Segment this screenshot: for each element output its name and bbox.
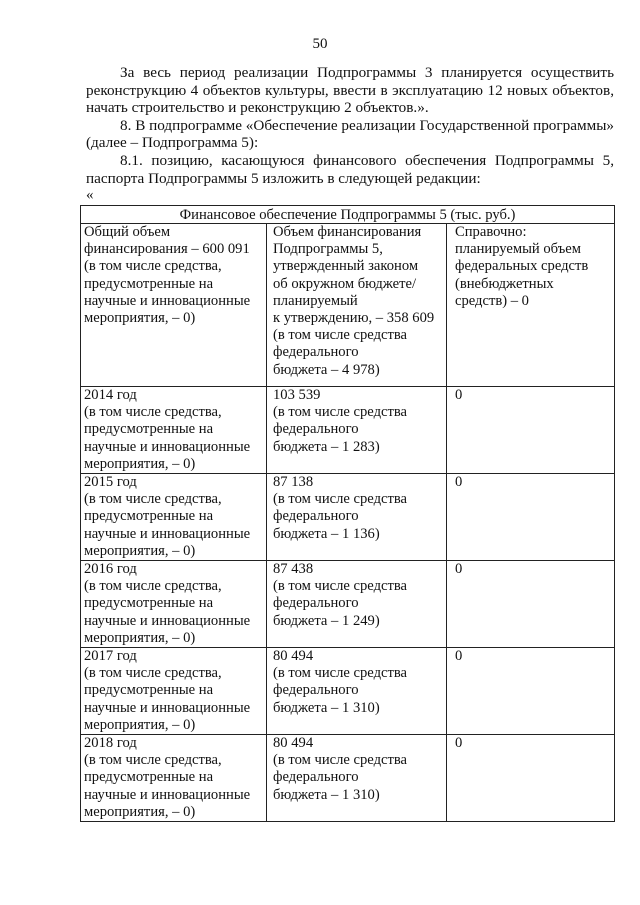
cell-text-line: бюджета – 1 249) [273,612,380,629]
approved-funding-cell [267,224,447,387]
cell-text-line: (в том числе средства, [84,491,222,508]
cell-text-line: 2018 год [84,735,137,752]
cell-text-line: (в том числе средства [273,404,408,421]
cell-text-line: 80 494 [273,735,314,752]
cell-text-line: Справочно: [455,224,527,240]
cell-text-line: финансирования – 600 091 [84,241,250,258]
cell-text-line: 2015 год [84,474,137,491]
amount-cell [267,474,447,561]
cell-text-line: федерального [273,682,359,699]
paragraph-line: 8.1. позицию, касающуюся финансового обеспечения Подпрограммы 5, [120,151,614,169]
cell-text-line: об окружном бюджете/ [273,275,417,292]
cell-text-line: федерального [273,421,359,438]
cell-text-line: предусмотренные на [84,595,214,612]
cell-text-line: Общий объем [84,224,171,240]
cell-text-line: мероприятия, – 0) [84,455,196,472]
paragraph-line: паспорта Подпрограммы 5 изложить в следующей редакции: [86,169,481,187]
cell-text-line: 0 [455,387,463,403]
document-body [86,64,614,187]
table-row-total [81,224,615,387]
cell-text-line: (в том числе средства, [84,665,222,682]
cell-text-line: бюджета – 1 136) [273,525,380,542]
cell-text-line: предусмотренные на [84,275,214,292]
table-row [81,474,615,561]
cell-text-line: федерального [273,344,359,361]
year-cell [81,474,267,561]
cell-text-line: (в том числе средства [273,491,408,508]
reference-cell [447,387,615,474]
cell-text-line: федерального [273,508,359,525]
cell-text-line: 2017 год [84,648,137,665]
cell-text-line: мероприятия, – 0) [84,629,196,646]
cell-text-line: Подпрограммы 5, [273,241,383,258]
paragraph-line: За весь период реализации Подпрограммы 3 планируется осуществить [120,64,614,81]
cell-text-line: 0 [455,735,463,752]
total-funding-cell [81,224,267,387]
cell-text-line: научные и инновационные [84,438,251,455]
reference-cell [447,735,615,822]
cell-text-line: мероприятия, – 0) [84,542,196,559]
cell-text-line: 80 494 [273,648,314,665]
year-cell [81,561,267,648]
cell-text-line: бюджета – 1 310) [273,786,380,803]
cell-text-line: 103 539 [273,387,321,403]
cell-text-line: (в том числе средства, [84,258,222,275]
cell-text-line: федерального [273,595,359,612]
reference-cell [447,561,615,648]
cell-text-line: (в том числе средства, [84,578,222,595]
year-cell [81,648,267,735]
cell-text-line: утвержденный законом [273,258,419,275]
cell-text-line: федерального [273,769,359,786]
cell-text-line: средств) – 0 [455,292,529,309]
cell-text-line: мероприятия, – 0) [84,716,196,733]
cell-text-line: бюджета – 1 283) [273,438,380,455]
cell-text-line: научные и инновационные [84,525,251,542]
financing-table [80,205,615,822]
cell-text-line: (в том числе средства [273,665,408,682]
table-row [81,387,615,474]
cell-text-line: 2014 год [84,387,137,403]
reference-funding-cell [447,224,615,387]
cell-text-line: научные и инновационные [84,786,251,803]
cell-text-line: бюджета – 1 310) [273,699,380,716]
cell-text-line: 0 [455,561,463,578]
year-cell [81,735,267,822]
cell-text-line: предусмотренные на [84,682,214,699]
cell-text-line: научные и инновационные [84,699,251,716]
cell-text-line: 0 [455,474,463,491]
cell-text-line: мероприятия, – 0) [84,310,196,327]
table-row [81,648,615,735]
cell-text-line: 0 [455,648,463,665]
cell-text-line: планируемый [273,292,358,309]
table-row [81,735,615,822]
cell-text-line: предусмотренные на [84,508,214,525]
amount-cell [267,561,447,648]
cell-text-line: предусмотренные на [84,769,214,786]
cell-text-line: планируемый объем [455,241,581,258]
year-cell [81,387,267,474]
amount-cell [267,648,447,735]
paragraph-line: 8. В подпрограмме «Обеспечение реализации Государственной программы» [120,116,614,134]
cell-text-line: 2016 год [84,561,137,578]
cell-text-line: (в том числе средства [273,578,408,595]
table-header: Финансовое обеспечение Подпрограммы 5 (тыс. руб.) [81,206,615,224]
page-number: 50 [312,36,328,52]
open-quote-mark: « [86,187,94,203]
cell-text-line: бюджета – 4 978) [273,361,380,378]
reference-cell [447,474,615,561]
cell-text-line: федеральных средств [455,258,589,275]
cell-text-line: научные и инновационные [84,292,251,309]
cell-text-line: 87 438 [273,561,314,578]
cell-text-line: (внебюджетных [455,275,554,292]
cell-text-line: мероприятия, – 0) [84,803,196,820]
cell-text-line: Объем финансирования [273,224,422,240]
paragraph-line: реконструкцию 4 объектов культуры, ввести в эксплуатацию 12 новых объектов, [86,81,614,99]
table-row [81,561,615,648]
cell-text-line: (в том числе средства, [84,752,222,769]
cell-text-line: к утверждению, – 358 609 [273,310,435,327]
amount-cell [267,735,447,822]
paragraph-line: (далее – Подпрограмма 5): [86,134,259,152]
cell-text-line: 87 138 [273,474,314,491]
cell-text-line: (в том числе средства [273,752,408,769]
amount-cell [267,387,447,474]
cell-text-line: научные и инновационные [84,612,251,629]
paragraph-line: начать строительство и реконструкцию 2 объектов.». [86,99,429,117]
cell-text-line: предусмотренные на [84,421,214,438]
cell-text-line: (в том числе средства, [84,404,222,421]
reference-cell [447,648,615,735]
cell-text-line: (в том числе средства [273,327,408,344]
